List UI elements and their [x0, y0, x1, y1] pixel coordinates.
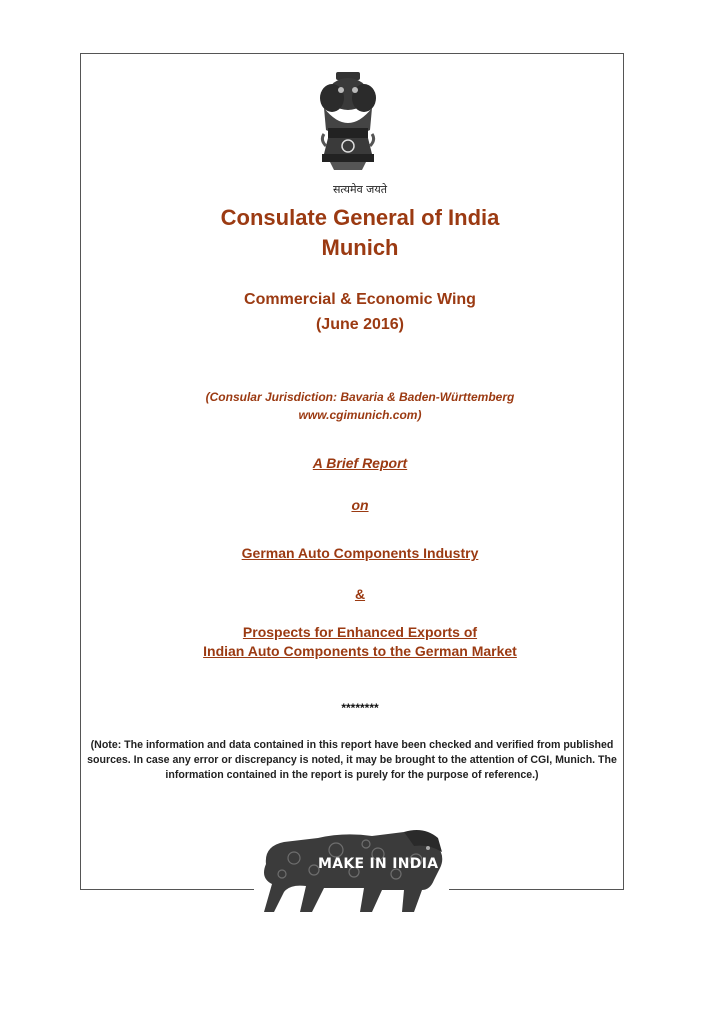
- disclaimer-note: (Note: The information and data contained in this report have been checked and verified from published sources. In case any error or discrepancy is noted, it may be brought to the attention of CGI, Munich. The information contained in the report is purely for the purpose of reference.): [87, 739, 617, 781]
- on-label: on: [351, 497, 369, 513]
- page-title-city: Munich: [321, 235, 399, 260]
- subject-line-1: German Auto Components Industry: [241, 545, 479, 561]
- page-title: Consulate General of India: [220, 205, 500, 230]
- make-in-india-text: MAKE IN INDIA: [318, 856, 439, 872]
- jurisdiction-text: (Consular Jurisdiction: Bavaria & Baden-Württemberg: [205, 390, 515, 404]
- make-in-india-lion-icon: [254, 824, 449, 916]
- website-text: www.cgimunich.com): [298, 408, 422, 422]
- subject-line-2: Prospects for Enhanced Exports of: [242, 624, 478, 640]
- make-in-india-logo: [254, 824, 449, 916]
- ashoka-emblem-icon: [310, 68, 386, 180]
- report-date: (June 2016): [315, 316, 405, 333]
- separator-stars: ********: [341, 701, 379, 715]
- ampersand-label: &: [354, 586, 366, 602]
- brief-report-heading: A Brief Report: [312, 455, 408, 471]
- wing-heading: Commercial & Economic Wing: [244, 291, 476, 308]
- emblem-motto: सत्यमेव जयते: [332, 183, 387, 196]
- subject-line-3: Indian Auto Components to the German Market: [203, 643, 517, 659]
